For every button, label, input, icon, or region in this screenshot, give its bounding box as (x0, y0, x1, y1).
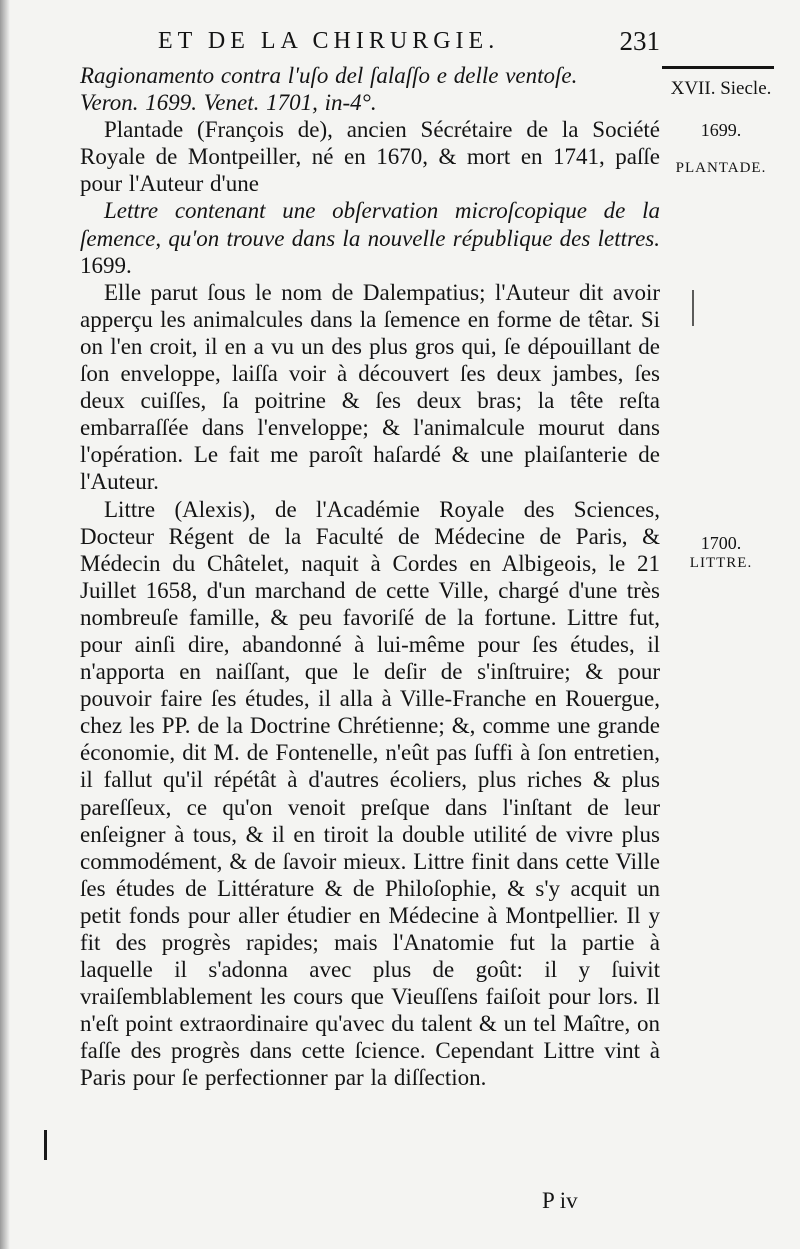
margin-name-plantade: PLANTADE. (675, 160, 767, 176)
entry-title-lettre (80, 197, 660, 278)
entry-imprint-ragionamento: Veron. 1699. Venet. 1701, in-4°. (80, 90, 377, 116)
paragraph-dalempatius: Elle parut ſous le nom de Dalempatius; l'Auteur dit avoir apperçu les animalcules dans la ſemence en forme de têtar. Si on l'en croit, il en a vu un des plus gros qui, ſe dépouillant de ſon enveloppe, laiſſa voir à découvert ſes deux jambes, ſes deux cuiſſes, ſa poitrine & ſes deux bras; la tête reſta embarraſſée dans l'enveloppe; & l'animalcule mourut dans l'opération. Le fait me paroît haſardé & une plaiſanterie de l'Auteur. (80, 279, 660, 495)
lettre-year: 1699. (80, 252, 132, 278)
ink-mark (44, 1130, 47, 1160)
margin-century: XVII. Siecle. (670, 78, 772, 99)
entry-title-ragionamento: Ragionamento contra l'uſo del ſalaſſo e delle ventoſe. (80, 63, 578, 88)
lettre-title: Lettre contenant une obſervation microſcopique de la ſemence, qu'on trouve dans la nouvelle république des lettres. (80, 198, 660, 251)
page-header (150, 26, 660, 60)
margin-year-plantade: 1699. (700, 120, 742, 140)
paragraph-littre: Littre (Alexis), de l'Académie Royale des Sciences, Docteur Régent de la Faculté de Médecine de Paris, & Médecin du Châtelet, naquit à Cordes en Albigeois, le 21 Juillet 1658, d'un marchand de cette Ville, chargé d'une très nombreuſe famille, & peu favoriſé de la fortune. Littre fut, pour ainſi dire, abandonné à lui-même pour ſes études, il n'apporta en naiſſant, que le deſir de s'inſtruire; & pour pouvoir faire ſes études, il alla à Ville-Franche en Rouergue, chez les PP. de la Doctrine Chrétienne; &, comme une grande économie, dit M. de Fontenelle, n'eût pas ſuffi à ſon entretien, il fallut qu'il répétât à d'autres écoliers, plus riches & plus pareſſeux, ce qu'on venoit preſque dans l'inſtant de leur enſeigner à tous, & il en tiroit la double utilité de vivre plus commodément, & de ſavoir mieux. Littre finit dans cette Ville ſes études de Littérature & de Philoſophie, & s'y acquit un petit fonds pour aller étudier en Médecine à Montpellier. Il y fit des progrès rapides; mais l'Anatomie fut la partie à laquelle il s'adonna avec plus de goût: il y ſuivit vraiſemblablement les cours que Vieuſſens faiſoit pour lors. Il n'eſt point extraordinaire qu'avec du talent & un tel Maître, on faſſe des progrès dans cette ſcience. Cependant Littre vint à Paris pour ſe perfectionner par la diſſection. (80, 496, 660, 1091)
margin-rule (662, 66, 774, 69)
main-text (80, 62, 660, 1092)
signature-mark: P iv (542, 1188, 578, 1213)
paragraph-plantade: Plantade (François de), ancien Sécrétaire de la Société Royale de Montpeiller, né en 1670, & mort en 1741, paſſe pour l'Auteur d'une (80, 117, 660, 197)
margin-name-littre: LITTRE. (689, 555, 753, 571)
ink-mark (692, 290, 694, 326)
page-number: 231 (619, 26, 660, 56)
margin-year-littre: 1700. (700, 533, 742, 553)
running-title: ET DE LA CHIRURGIE. (158, 28, 500, 54)
